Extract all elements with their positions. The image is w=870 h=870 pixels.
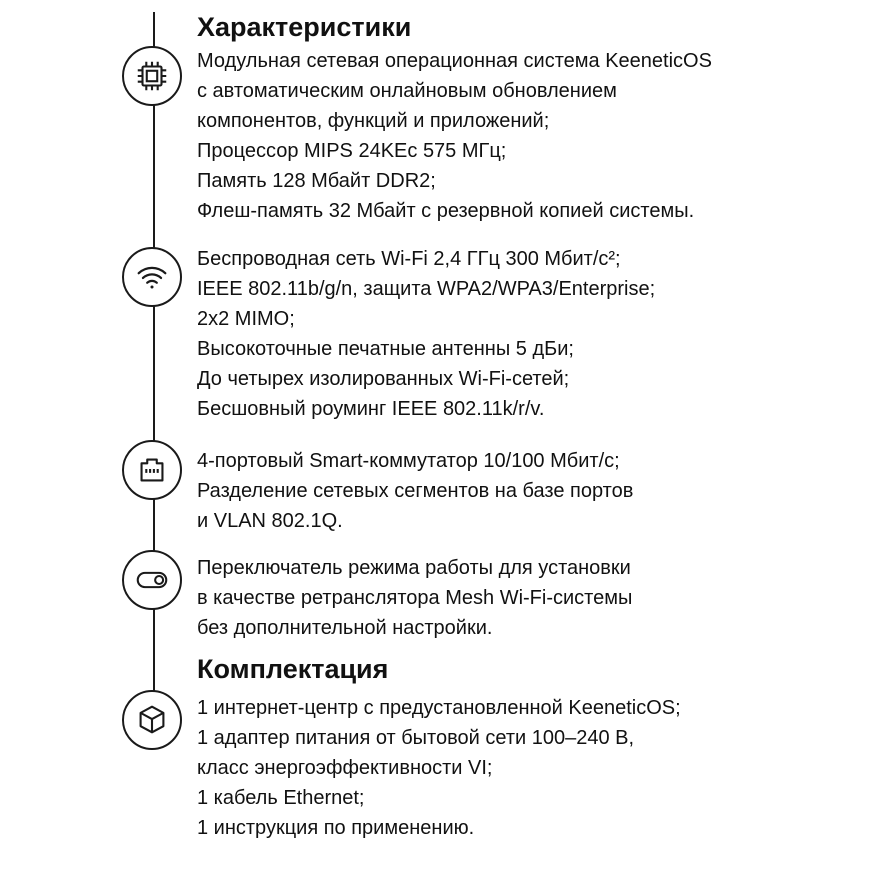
mode-specs-list [197,553,632,643]
list-item: класс энергоэффективности VI; [197,757,493,779]
list-item: До четырех изолированных Wi-Fi-сетей; [197,368,570,390]
ethernet-port-icon [122,440,182,500]
list-item: 1 адаптер питания от бытовой сети 100–240 В, [197,727,635,749]
list-item: Разделение сетевых сегментов на базе портов [197,480,634,502]
list-item: Переключатель режима работы для установки [197,557,631,579]
list-item: 1 инструкция по применению. [197,817,475,839]
processor-chip-icon [122,46,182,106]
list-item: и VLAN 802.1Q. [197,510,343,532]
specs-heading: Характеристики [197,12,412,42]
list-item: Бесшовный роуминг IEEE 802.11k/r/v. [197,398,545,420]
list-item: компонентов, функций и приложений; [197,110,550,132]
list-item: Процессор MIPS 24KEc 575 МГц; [197,140,507,162]
box-icon [122,690,182,750]
switch-specs-list [197,446,633,536]
wifi-icon [122,247,182,307]
list-item: Высокоточные печатные антенны 5 дБи; [197,338,574,360]
system-specs-list [197,46,712,226]
list-item: без дополнительной настройки. [197,617,493,639]
list-item: в качестве ретранслятора Mesh Wi-Fi-системы [197,587,633,609]
list-item: Флеш-память 32 Мбайт с резервной копией системы. [197,200,695,222]
list-item: 2x2 MIMO; [197,308,295,330]
wireless-specs-list [197,244,655,424]
list-item: 4-портовый Smart-коммутатор 10/100 Мбит/с; [197,450,620,472]
list-item: IEEE 802.11b/g/n, защита WPA2/WPA3/Enterprise; [197,278,656,300]
toggle-switch-icon [122,550,182,610]
list-item: с автоматическим онлайновым обновлением [197,80,617,102]
package-heading: Комплектация [197,654,389,684]
package-contents-list [197,693,681,843]
list-item: 1 интернет-центр с предустановленной KeeneticOS; [197,697,681,719]
list-item: Беспроводная сеть Wi-Fi 2,4 ГГц 300 Мбит/с²; [197,248,621,270]
list-item: Модульная сетевая операционная система KeeneticOS [197,50,712,72]
list-item: Память 128 Мбайт DDR2; [197,170,436,192]
list-item: 1 кабель Ethernet; [197,787,365,809]
